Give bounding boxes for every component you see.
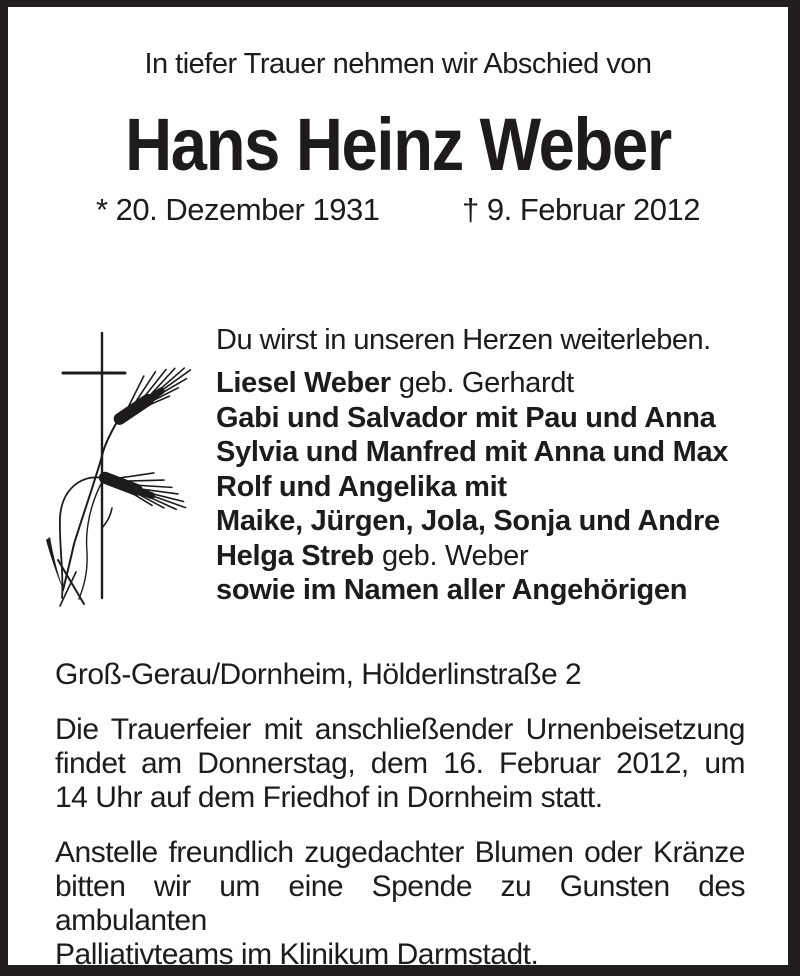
mourner-suffix: geb. Weber <box>381 539 529 572</box>
mourner-name: Liesel Weber <box>216 367 391 399</box>
donation-line: bitten wir um eine Spende zu Gunsten des ambulanten <box>55 870 745 937</box>
wheat-ear-lower <box>102 457 193 517</box>
mourner-name: Maike, Jürgen, Jola, Sonja und Andre <box>216 505 720 537</box>
wheat-stem-upper <box>63 420 118 590</box>
wheat-stem-inner <box>79 480 103 599</box>
funeral-line: 14 Uhr auf dem Friedhof in Dornheim statt. <box>55 781 603 814</box>
mourner-line <box>216 573 776 608</box>
mourner-line <box>216 435 776 470</box>
donation-line: Palliativteams im Klinikum Darmstadt. <box>55 938 539 965</box>
funeral-line: findet am Donnerstag, dem 16. Februar 2012, um <box>55 747 745 780</box>
mourner-line <box>216 539 776 574</box>
intro-line: In tiefer Trauer nehmen wir Abschied von <box>144 48 652 80</box>
wheat-ear-upper <box>107 353 196 427</box>
donation-paragraph <box>55 836 745 965</box>
funeral-line: Die Trauerfeier mit anschließender Urnenbeisetzung <box>55 713 745 746</box>
deceased-name: Hans Heinz Weber <box>125 103 671 186</box>
mourner-name: Helga Streb <box>216 539 374 572</box>
mourner-name: Rolf und Angelika mit <box>216 470 507 503</box>
donation-line: Anstelle freundlich zugedachter Blumen oder Kränze <box>55 836 745 869</box>
mourners-list <box>216 366 776 608</box>
mourner-line <box>216 401 776 436</box>
mourner-name: Sylvia und Manfred mit Anna und Max <box>216 436 729 468</box>
mourner-line <box>216 366 776 401</box>
mourner-name: Gabi und Salvador mit Pau und Anna <box>216 401 716 434</box>
address-line: Groß-Gerau/Dornheim, Hölderlinstraße 2 <box>55 658 582 691</box>
mourner-name: sowie im Namen aller Angehörigen <box>216 574 688 606</box>
death-date: † 9. Februar 2012 <box>462 192 700 227</box>
mourner-line <box>216 504 776 539</box>
life-dates-row <box>8 193 788 227</box>
wheat-leaf-small-arc <box>102 508 112 528</box>
birth-date: * 20. Dezember 1931 <box>96 192 380 227</box>
wheat-cross-illustration <box>32 322 237 612</box>
obituary-paper <box>8 7 788 965</box>
mourner-suffix: geb. Gerhardt <box>398 367 574 399</box>
memorial-verse: Du wirst in unseren Herzen weiterleben. <box>216 324 711 356</box>
funeral-paragraph <box>55 713 745 815</box>
mourner-line <box>216 470 776 505</box>
